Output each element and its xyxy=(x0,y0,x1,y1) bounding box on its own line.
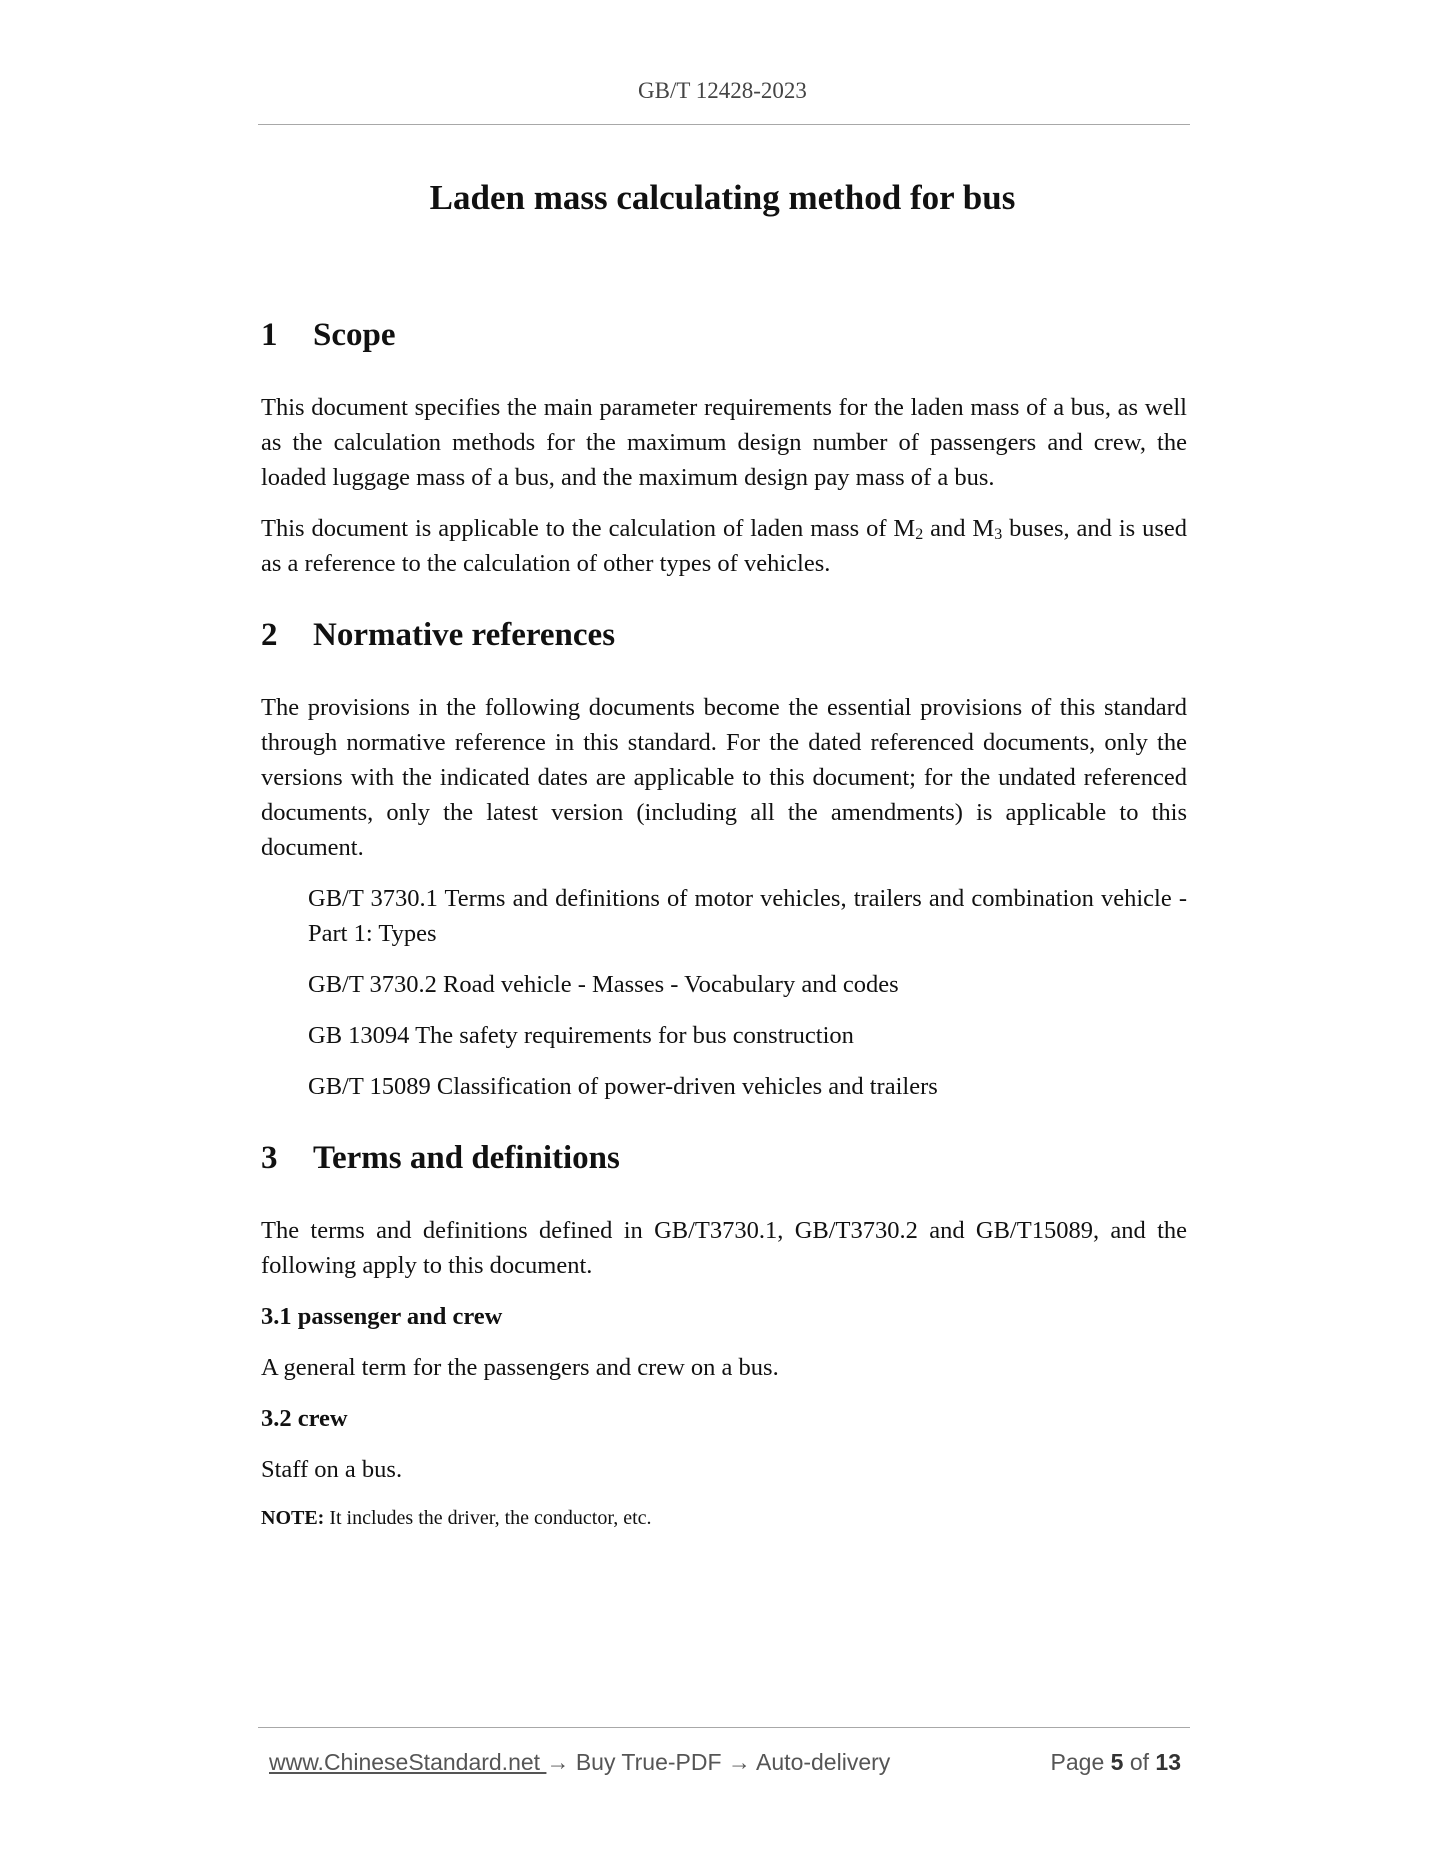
page-footer xyxy=(269,1744,1181,1780)
section-heading-scope xyxy=(261,310,1187,360)
section-heading-terms-and-definitions xyxy=(261,1133,1187,1183)
section-title: Normative references xyxy=(313,617,616,653)
section-number: 3 xyxy=(261,1140,278,1176)
section-heading-normative-references xyxy=(261,610,1187,660)
website-link[interactable]: www.ChineseStandard.net xyxy=(269,1748,547,1775)
reference-item: GB 13094 The safety requirements for bus construction xyxy=(308,1022,854,1049)
page-indicator: Page 5 of 13 xyxy=(1050,1748,1181,1775)
term-definition: Staff on a bus. xyxy=(261,1456,403,1483)
footer-divider xyxy=(258,1727,1190,1728)
term-heading-crew: 3.2 crew xyxy=(261,1405,348,1432)
footer-buy-text: → Buy True-PDF → Auto-delivery xyxy=(546,1748,891,1775)
scope-paragraph-1: This document specifies the main parameter requirements for the laden mass of a bus, as well as the calculation methods for the maximum design number of passengers and crew, the loaded luggage mass of a bus, and the maximum design pay mass of a bus. xyxy=(261,394,1187,491)
current-page: 5 xyxy=(1110,1748,1124,1775)
term-definition: A general term for the passengers and crew on a bus. xyxy=(261,1354,779,1381)
reference-item: GB/T 15089 Classification of power-driven vehicles and trailers xyxy=(308,1073,938,1100)
header-standard-code: GB/T 12428-2023 xyxy=(638,78,807,103)
section-title: Scope xyxy=(313,317,396,353)
document-body xyxy=(261,310,1187,1533)
header-divider xyxy=(258,124,1190,125)
reference-item: GB/T 3730.1 Terms and definitions of motor vehicles, trailers and combination vehicle - Part 1: Types xyxy=(308,885,1187,947)
section-title: Terms and definitions xyxy=(313,1140,620,1176)
section-number: 1 xyxy=(261,317,278,353)
term-note xyxy=(261,1503,1187,1533)
term-heading-passenger-and-crew: 3.1 passenger and crew xyxy=(261,1303,503,1330)
normative-intro: The provisions in the following documents become the essential provisions of this standard through normative reference in this standard. For the dated referenced documents, only the versions with the indicated dates are applicable to this document; for the undated referenced documents, only the latest version (including all the amendments) is applicable to this document. xyxy=(261,694,1187,861)
total-pages: 13 xyxy=(1155,1748,1181,1775)
reference-item: GB/T 3730.2 Road vehicle - Masses - Vocabulary and codes xyxy=(308,971,899,998)
scope-paragraph-2: This document is applicable to the calculation of laden mass of $M_2$ and $M_3$ buses, and is used as a reference to the calculation of other types of vehicles. xyxy=(261,515,1187,577)
note-label: NOTE: xyxy=(261,1507,325,1529)
section-number: 2 xyxy=(261,617,278,653)
note-text: It includes the driver, the conductor, etc. xyxy=(324,1507,652,1529)
footer-left xyxy=(269,1749,890,1776)
terms-intro: The terms and definitions defined in GB/T3730.1, GB/T3730.2 and GB/T15089, and the following apply to this document. xyxy=(261,1217,1187,1279)
document-title: Laden mass calculating method for bus xyxy=(429,178,1016,217)
